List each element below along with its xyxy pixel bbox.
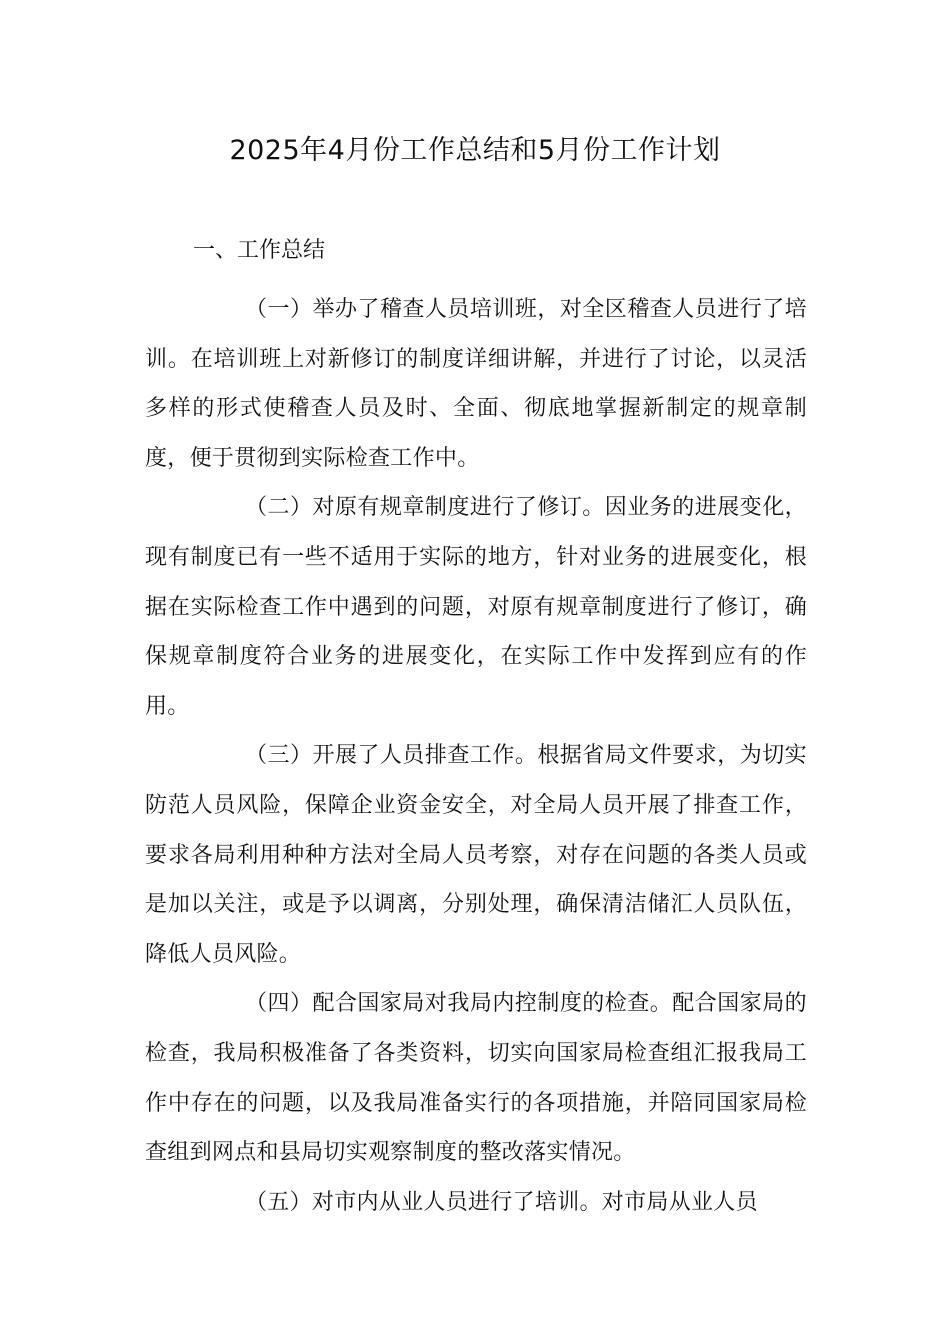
section-heading: 一、工作总结 <box>193 238 326 263</box>
paragraph-1: （一）举办了稽查人员培训班，对全区稽查人员进行了培训。在培训班上对新修订的制度详细讲解，并进行了讨论，以灵活多样的形式使稽查人员及时、全面、彻底地掌握新制定的规章制度，便于贯彻到实际检查工作中。 <box>145 297 807 471</box>
paragraph-5: （五）对市内从业人员进行了培训。对市局从业人员 <box>245 1189 758 1215</box>
document-body <box>145 285 807 1227</box>
paragraph-3: （三）开展了人员排查工作。根据省局文件要求，为切实防范人员风险，保障企业资金安全，对全局人员开展了排查工作，要求各局利用种种方法对全局人员考察，对存在问题的各类人员或是加以关注，或是予以调离，分别处理，确保清洁储汇人员队伍，降低人员风险。 <box>145 743 807 967</box>
paragraph-4: （四）配合国家局对我局内控制度的检查。配合国家局的检查，我局积极准备了各类资料，切实向国家局检查组汇报我局工作中存在的问题，以及我局准备实行的各项措施，并陪同国家局检查组到网点和县局切实观察制度的整改落实情况。 <box>145 991 807 1166</box>
paragraph-2: （二）对原有规章制度进行了修订。因业务的进展变化，现有制度已有一些不适用于实际的地方，针对业务的进展变化，根据在实际检查工作中遇到的问题，对原有规章制度进行了修订，确保规章制度符合业务的进展变化，在实际工作中发挥到应有的作用。 <box>145 495 807 719</box>
document-title: 2025年4月份工作总结和5月份工作计划 <box>229 135 721 166</box>
